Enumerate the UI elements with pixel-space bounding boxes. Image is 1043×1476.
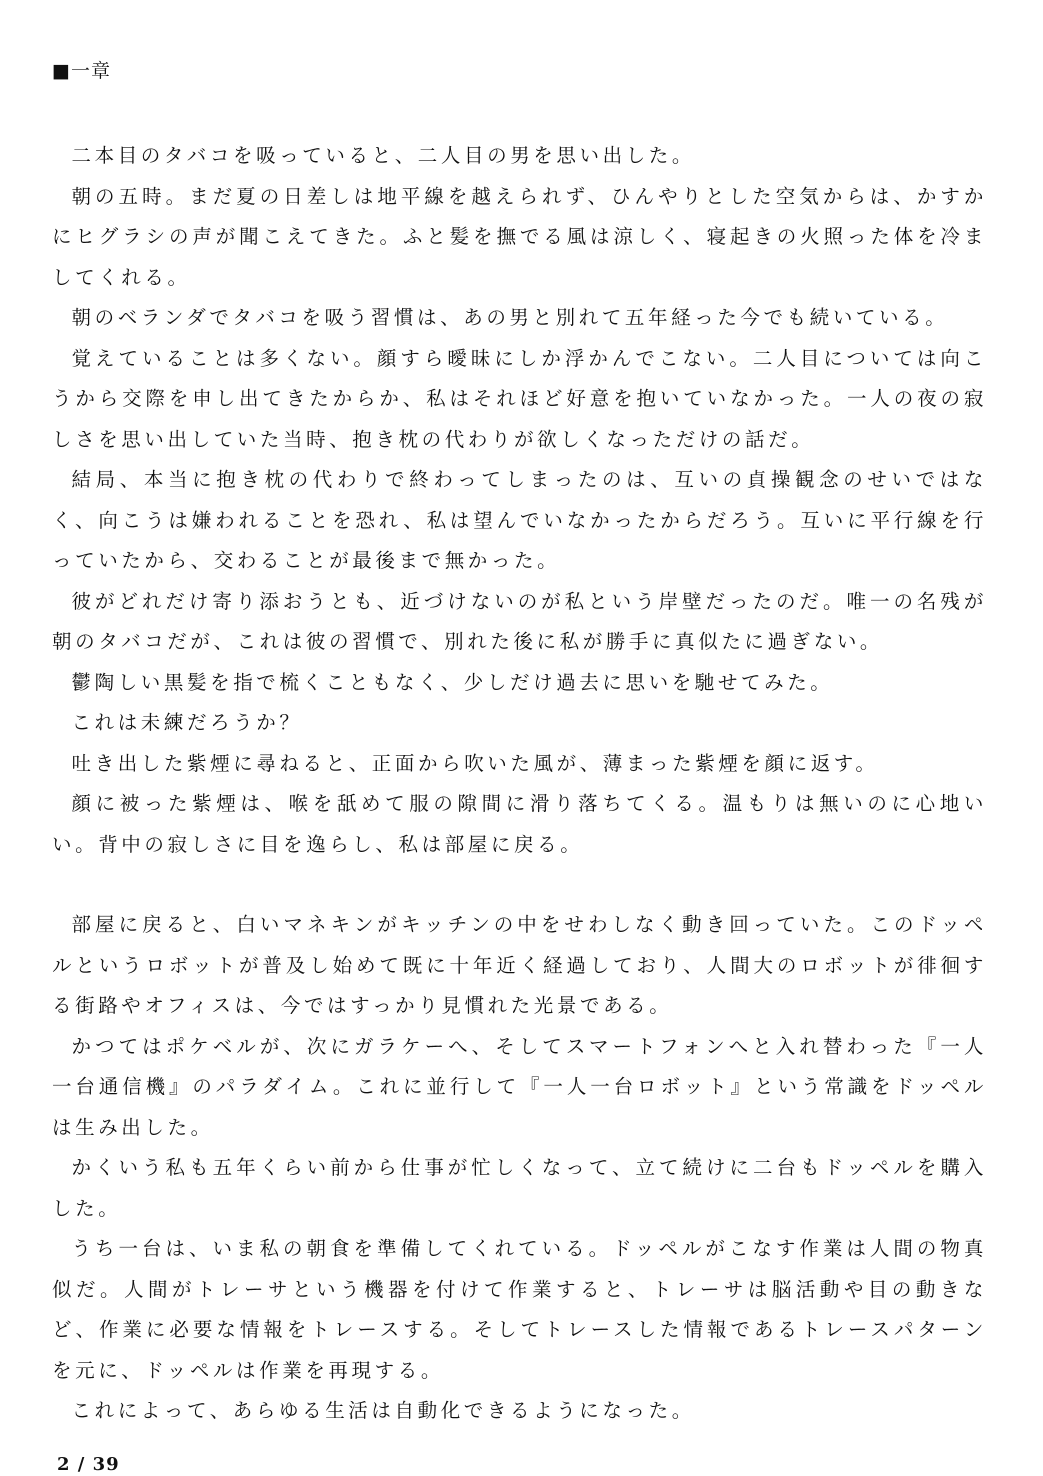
- paragraph: これは未練だろうか？: [71, 711, 303, 734]
- paragraph: 顔に被った紫煙は、喉を舐めて服の隙間に滑り落ちてくる。温もりは無いのに心地いい。背中の寂しさに目を逸らし、私は部屋に戻る。: [52, 792, 987, 856]
- paragraph: うち一台は、いま私の朝食を準備してくれている。ドッペルがこなす作業は人間の物真似だ。人間がトレーサという機器を付けて作業すると、トレーサは脳活動や目の動きなど、作業に必要な情報をトレースする。そしてトレースした情報であるトレースパターンを元に、ドッペルは作業を再現する。: [52, 1237, 987, 1382]
- paragraph: 鬱陶しい黒髪を指で梳くこともなく、少しだけ過去に思いを馳せてみた。: [71, 670, 834, 694]
- paragraph: 部屋に戻ると、白いマネキンがキッチンの中をせわしなく動き回っていた。このドッペルというロボットが普及し始めて既に十年近く経過しており、人間大のロボットが徘徊する街路やオフィスは、今ではすっかり見慣れた光景である。: [52, 913, 987, 1017]
- document-page: [52, 56, 987, 1432]
- paragraph: かつてはポケベルが、次にガラケーへ、そしてスマートフォンへと入れ替わった『一人一台通信機』のパラダイム。これに並行して『一人一台ロボット』という常識をドッペルは生み出した。: [52, 1034, 987, 1139]
- paragraph: 朝の五時。まだ夏の日差しは地平線を越えられず、ひんやりとした空気からは、かすかにヒグラシの声が聞こえてきた。ふと髪を撫でる風は涼しく、寝起きの火照った体を冷ましてくれる。: [52, 184, 987, 289]
- paragraph: 結局、本当に抱き枕の代わりで終わってしまったのは、互いの貞操観念のせいではなく、向こうは嫌われることを恐れ、私は望んでいなかったからだろう。互いに平行線を行っていたから、交わることが最後まで無かった。: [52, 468, 987, 572]
- paragraph: 吐き出した紫煙に尋ねると、正面から吹いた風が、薄まった紫煙を顔に返す。: [71, 751, 879, 775]
- chapter-heading: ■一章: [52, 60, 111, 82]
- section-break: [52, 865, 987, 905]
- paragraph: 朝のベランダでタバコを吸う習慣は、あの男と別れて五年経った今でも続いている。: [71, 306, 949, 329]
- paragraph: かくいう私も五年くらい前から仕事が忙しくなって、立て続けに二台もドッペルを購入した。: [52, 1156, 987, 1220]
- page-number: 2 / 39: [57, 1454, 120, 1475]
- paragraph: これによって、あらゆる生活は自動化できるようになった。: [71, 1399, 695, 1422]
- paragraph: 二本目のタバコを吸っていると、二人目の男を思い出した。: [71, 144, 696, 167]
- paragraph: 彼がどれだけ寄り添おうとも、近づけないのが私という岸壁だったのだ。唯一の名残が朝のタバコだが、これは彼の習慣で、別れた後に私が勝手に真似たに過ぎない。: [52, 589, 987, 653]
- paragraph: 覚えていることは多くない。顔すら曖昧にしか浮かんでこない。二人目については向こうから交際を申し出てきたからか、私はそれほど好意を抱いていなかった。一人の夜の寂しさを思い出していた当時、抱き枕の代わりが欲しくなっただけの話だ。: [52, 346, 987, 451]
- section-2: [52, 905, 987, 1432]
- section-1: [52, 136, 987, 865]
